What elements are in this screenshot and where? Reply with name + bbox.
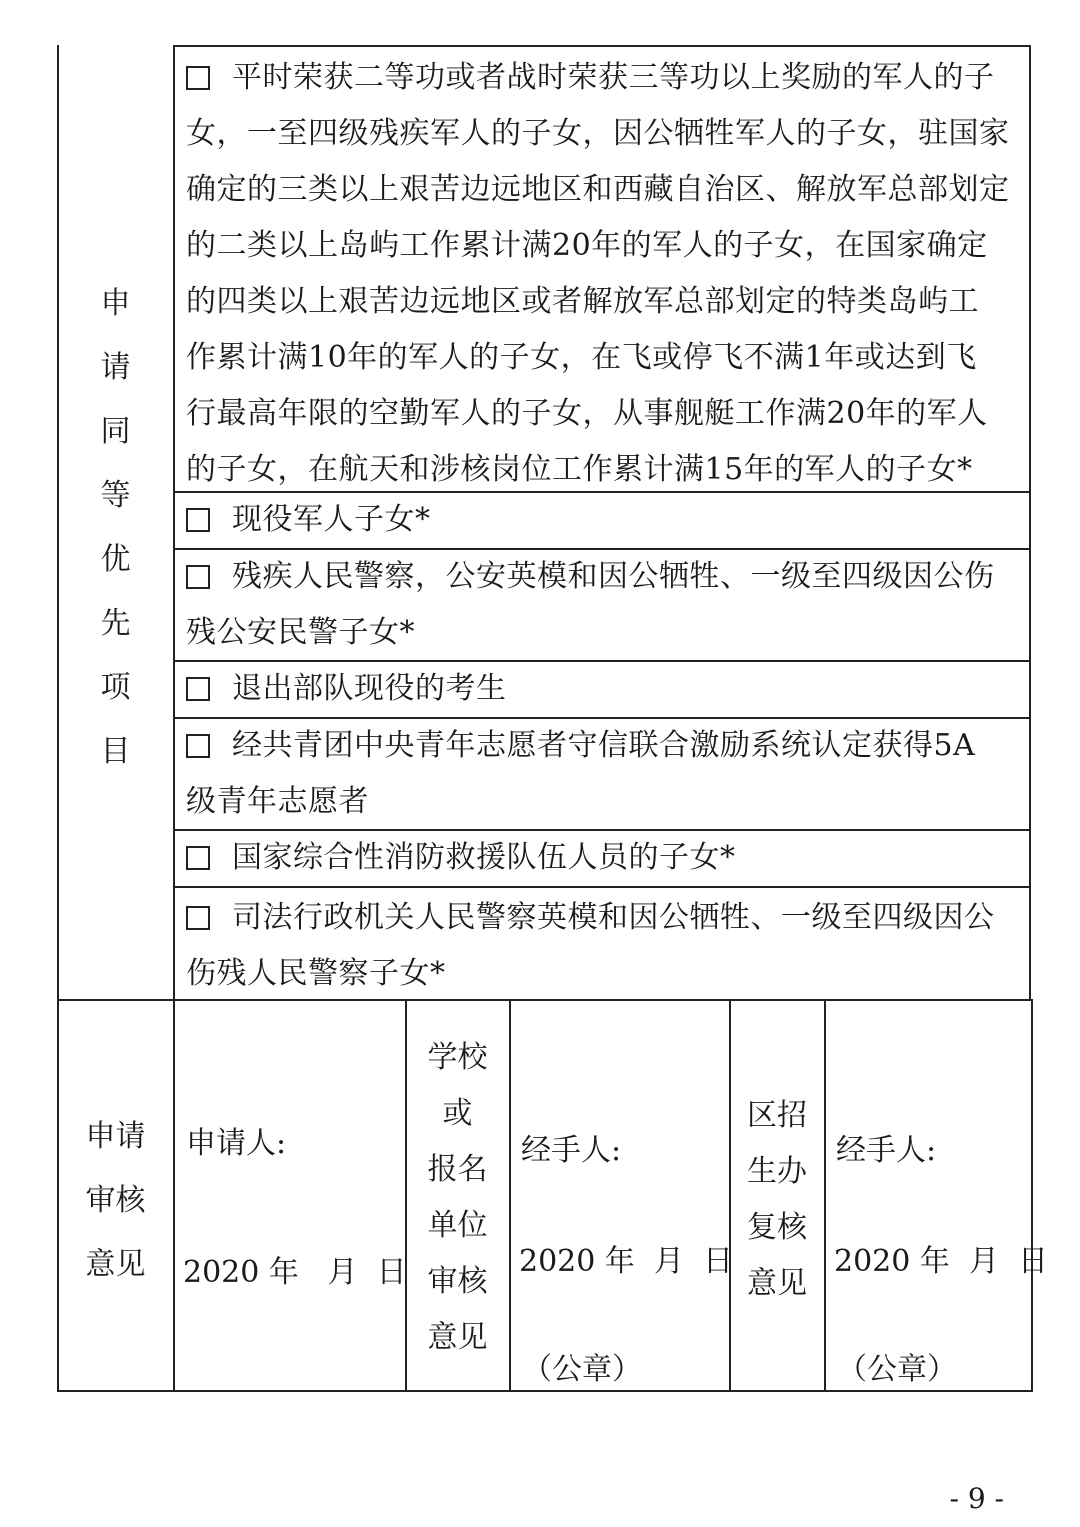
item-line: 国家综合性消防救援队伍人员的子女* [232,840,736,875]
school-label-line: 学校 [427,1040,488,1075]
priority-label-char: 请 [100,350,131,385]
item-checkbox[interactable] [186,734,210,758]
item-line: 女，一至四级残疾军人的子女，因公牺牲军人的子女，驻国家 [186,116,1010,151]
applicant-label: 申请人: [186,1126,287,1161]
district-review-label [730,1088,824,1312]
review-section-label [58,1105,173,1297]
item-line: 残疾人民警察，公安英模和因公牺牲、一级至四级因公伤 [232,559,995,594]
district-label-line: 复核 [747,1210,807,1245]
school-label-line: 或 [442,1096,473,1131]
review-label-line: 审核 [85,1183,146,1218]
item-line: 现役军人子女* [232,502,431,537]
priority-item-active-military [186,492,1026,548]
item-line: 退出部队现役的考生 [232,671,507,706]
table-bottom-border [57,1390,1033,1392]
table-right-border-upper [1029,45,1031,1000]
review-divider-4 [824,999,826,1391]
priority-item-military-merit [186,50,1026,498]
item-checkbox[interactable] [186,565,210,589]
priority-item-fire-rescue [186,830,1026,886]
school-review-label [406,1030,509,1366]
item-checkbox[interactable] [186,846,210,870]
item-line: 作累计满10年的军人的子女，在飞或停飞不满1年或达到飞 [186,340,977,375]
priority-label-char: 申 [100,286,131,321]
priority-label-char: 目 [100,734,131,769]
priority-label-char: 同 [100,414,131,449]
item-separator-6 [173,886,1031,888]
priority-label-char: 先 [100,606,131,641]
item-line: 残公安民警子女* [186,615,415,650]
priority-label-char: 优 [100,542,131,577]
priority-item-judicial-police [186,890,1026,1002]
school-label-line: 单位 [427,1208,488,1243]
school-label-line: 意见 [427,1320,488,1355]
school-seal: （公章） [522,1352,642,1387]
school-label-line: 审核 [427,1264,488,1299]
district-label-line: 区招 [747,1098,807,1133]
table-right-border-lower [1031,999,1033,1391]
item-line: 司法行政机关人民警察英模和因公牺牲、一级至四级因公 [232,900,995,935]
district-date: 2020 年 月 日 [834,1244,1049,1279]
priority-label-char: 项 [100,670,131,705]
review-label-line: 意见 [85,1247,146,1282]
item-checkbox[interactable] [186,906,210,930]
page-number: - 9 - [949,1482,1004,1515]
item-line: 行最高年限的空勤军人的子女，从事舰艇工作满20年的军人 [186,396,988,431]
district-label-line: 意见 [747,1266,807,1301]
applicant-date: 2020 年 月 日 [183,1255,407,1290]
item-checkbox[interactable] [186,508,210,532]
item-line: 的四类以上艰苦边远地区或者解放军总部划定的特类岛屿工 [186,284,979,319]
priority-item-veteran [186,661,1026,717]
district-handler-label: 经手人: [836,1133,937,1168]
school-label-line: 报名 [427,1152,488,1187]
school-handler-label: 经手人: [521,1133,622,1168]
priority-section-label [58,272,173,784]
item-line: 平时荣获二等功或者战时荣获三等功以上奖励的军人的子 [232,60,995,95]
priority-item-police [186,549,1026,661]
priority-label-char: 等 [100,478,131,513]
item-line: 伤残人民警察子女* [186,956,446,991]
item-top-border [173,45,1031,47]
review-divider-2 [509,999,511,1391]
item-line: 级青年志愿者 [186,784,369,819]
item-line: 的子女，在航天和涉核岗位工作累计满15年的军人的子女* [186,452,973,487]
review-label-line: 申请 [85,1119,146,1154]
school-date: 2020 年 月 日 [519,1244,734,1279]
item-line: 确定的三类以上艰苦边远地区和西藏自治区、解放军总部划定 [186,172,1010,207]
item-checkbox[interactable] [186,66,210,90]
district-seal: （公章） [837,1352,957,1387]
item-line: 的二类以上岛屿工作累计满20年的军人的子女，在国家确定 [186,228,988,263]
item-line: 经共青团中央青年志愿者守信联合激励系统认定获得5A [232,728,976,763]
item-checkbox[interactable] [186,677,210,701]
priority-item-volunteer [186,718,1026,830]
district-label-line: 生办 [747,1154,807,1189]
